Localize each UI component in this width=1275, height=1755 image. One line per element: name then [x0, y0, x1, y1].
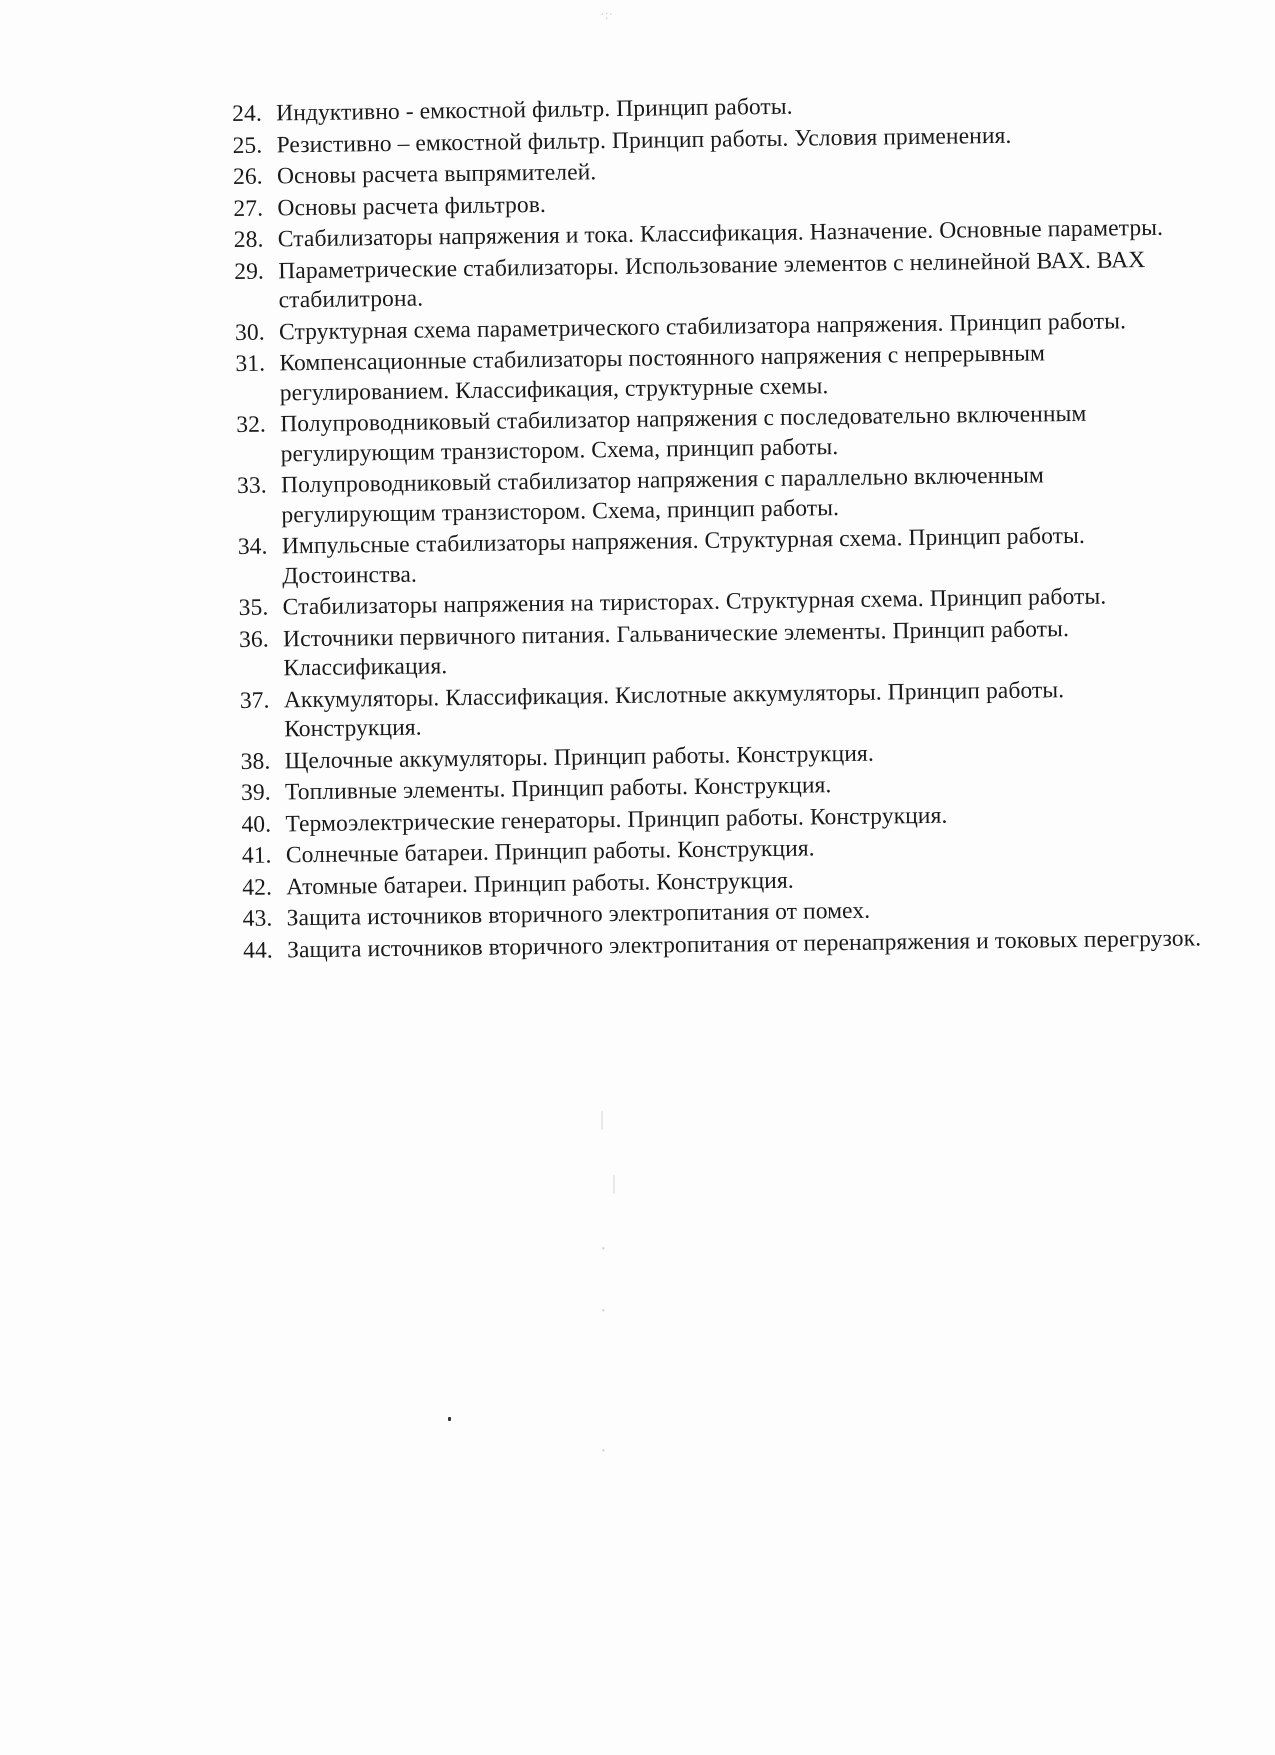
item-number: 28. — [233, 226, 264, 253]
item-text: Резистивно – емкостной фильтр. Принцип работы. Условия применения. — [276, 122, 1012, 158]
item-text: Защита источников вторичного электропитания от перенапряжения и токовых перегрузок. — [286, 924, 1202, 963]
item-number: 40. — [241, 811, 272, 838]
bleed-through-mark: | — [600, 1108, 605, 1130]
item-text: Параметрические стабилизаторы. Использование элементов с нелинейной ВАХ. ВАХ стабилитрона. — [278, 246, 1146, 314]
item-number: 44. — [242, 937, 273, 964]
item-number: 41. — [241, 842, 272, 869]
item-text: Солнечные батареи. Принцип работы. Конструкция. — [285, 835, 815, 869]
question-list — [232, 87, 1203, 967]
item-text: Компенсационные стабилизаторы постоянного напряжения с непрерывным регулированием. Классификация, структурные схемы. — [279, 340, 1046, 406]
item-text: Полупроводниковый стабилизатор напряжения с последовательно включенным регулирующим транзистором. Схема, принцип работы. — [280, 400, 1087, 467]
item-number: 42. — [242, 874, 273, 901]
item-number: 26. — [232, 163, 263, 190]
bleed-through-mark: | — [612, 1172, 617, 1194]
list-item — [240, 674, 1201, 746]
item-number: 25. — [232, 132, 263, 159]
item-number: 29. — [234, 258, 265, 285]
item-number: 32. — [236, 411, 267, 438]
item-number: 27. — [233, 195, 264, 222]
list-item — [235, 337, 1196, 409]
list-item — [236, 398, 1197, 470]
item-text: Атомные батареи. Принцип работы. Конструкция. — [286, 867, 794, 900]
item-text: Основы расчета выпрямителей. — [276, 159, 597, 190]
bleed-through-mark: · — [600, 1238, 607, 1260]
item-text: Защита источников вторичного электропитания от помех. — [286, 897, 871, 932]
bleed-through-mark: ·:· — [600, 8, 614, 23]
bleed-through-mark: · — [600, 1300, 607, 1322]
item-text: Стабилизаторы напряжения и тока. Классификация. Назначение. Основные параметры. — [277, 214, 1164, 253]
item-number: 38. — [240, 748, 271, 775]
item-number: 36. — [238, 626, 269, 653]
item-number: 34. — [237, 533, 268, 560]
item-text: Щелочные аккумуляторы. Принцип работы. Конструкция. — [284, 740, 874, 774]
bleed-through-mark: · — [600, 1440, 607, 1462]
list-item — [234, 245, 1195, 317]
item-number: 24. — [232, 100, 263, 127]
item-text: Индуктивно - емкостной фильтр. Принцип работы. — [276, 93, 793, 127]
item-number: 43. — [242, 905, 273, 932]
list-item — [239, 613, 1200, 685]
item-number: 30. — [234, 319, 265, 346]
scan-speck — [448, 1417, 451, 1421]
item-text: Топливные элементы. Принцип работы. Конструкция. — [284, 772, 832, 806]
item-number: 37. — [239, 687, 270, 714]
item-number: 33. — [236, 472, 267, 499]
item-text: Полупроводниковый стабилизатор напряжения с параллельно включенным регулирующим транзистором. Схема, принцип работы. — [280, 462, 1045, 528]
list-item — [238, 520, 1199, 592]
item-text: Стабилизаторы напряжения на тиристорах. Структурная схема. Принцип работы. — [282, 583, 1107, 621]
item-number: 39. — [240, 779, 271, 806]
item-text: Импульсные стабилизаторы напряжения. Структурная схема. Принцип работы. Достоинства. — [281, 522, 1086, 589]
item-text: Основы расчета фильтров. — [277, 191, 547, 221]
item-number: 35. — [238, 594, 269, 621]
item-number: 31. — [235, 350, 266, 377]
item-text: Аккумуляторы. Классификация. Кислотные аккумуляторы. Принцип работы. Конструкция. — [283, 676, 1065, 743]
item-text: Структурная схема параметрического стабилизатора напряжения. Принцип работы. — [278, 307, 1127, 345]
item-text: Источники первичного питания. Гальванические элементы. Принцип работы. Классификация. — [282, 615, 1070, 682]
item-text: Термоэлектрические генераторы. Принцип работы. Конструкция. — [285, 802, 948, 837]
list-item — [237, 459, 1198, 531]
